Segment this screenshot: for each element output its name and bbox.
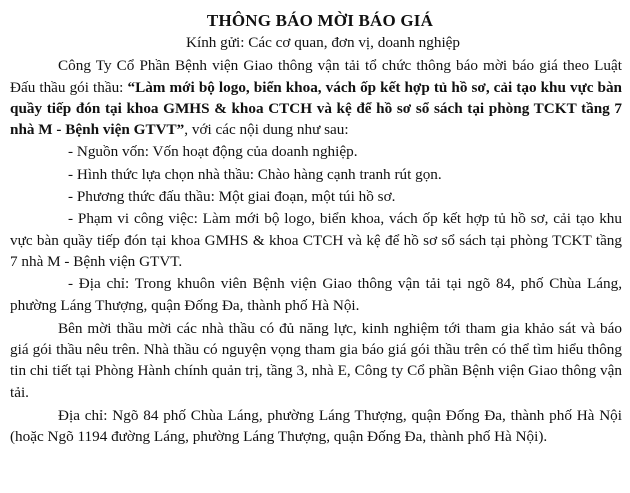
address-paragraph: Địa chỉ: Ngõ 84 phố Chùa Láng, phường Láng Thượng, quận Đống Đa, thành phố Hà Nội (hoặc Ngõ 1194 đường Láng, phường Láng Thượng, quận Đống Đa, thành phố Hà Nội). xyxy=(10,407,622,446)
package-name: “Làm mới bộ logo, biển khoa, vách ốp kết hợp tủ hồ sơ, cải tạo khu vực bàn quầy tiếp đón tại khoa GMHS & khoa CTCH và kệ để hồ sơ sổ sách tại phòng TCKT tầng 7 nhà M - Bệnh viện GTVT” xyxy=(10,78,622,139)
intro-paragraph xyxy=(10,55,622,140)
item-bidding-method: - Phương thức đấu thầu: Một giai đoạn, một túi hồ sơ. xyxy=(68,188,396,206)
item-location: - Địa chỉ: Trong khuôn viên Bệnh viện Giao thông vận tải tại ngõ 84, phố Chùa Láng, phường Láng Thượng, quận Đống Đa, thành phố Hà Nội. xyxy=(10,275,622,314)
intro-suffix: , với các nội dung như sau: xyxy=(184,121,349,139)
item-scope: - Phạm vi công việc: Làm mới bộ logo, biển khoa, vách ốp kết hợp tủ hồ sơ, cải tạo khu vực bàn quầy tiếp đón tại khoa GMHS & khoa CTCH và kệ để hồ sơ sổ sách tại phòng TCKT tầng 7 nhà M - Bệnh viện GTVT. xyxy=(10,210,622,270)
greeting: Kính gửi: Các cơ quan, đơn vị, doanh nghiệp xyxy=(186,34,460,51)
invitation-paragraph: Bên mời thầu mời các nhà thầu có đủ năng lực, kinh nghiệm tới tham gia khảo sát và báo giá gói thầu nêu trên. Nhà thầu có nguyện vọng tham gia báo giá gói thầu trên có thể tìm hiểu thông tin chi tiết tại Phòng Hành chính quản trị, tầng 3, nhà E, Công ty Cổ phần Bệnh viện Giao thông vận tải. xyxy=(10,319,622,401)
document-title: THÔNG BÁO MỜI BÁO GIÁ xyxy=(206,11,434,30)
item-funding: - Nguồn vốn: Vốn hoạt động của doanh nghiệp. xyxy=(68,143,358,161)
intro-prefix: Công Ty Cổ Phần Bệnh viện Giao thông vận tải tổ chức thông báo mời báo giá theo Luật Đấu thầu gói thầu: xyxy=(10,57,622,96)
item-selection-method: - Hình thức lựa chọn nhà thầu: Chào hàng cạnh tranh rút gọn. xyxy=(68,165,442,183)
